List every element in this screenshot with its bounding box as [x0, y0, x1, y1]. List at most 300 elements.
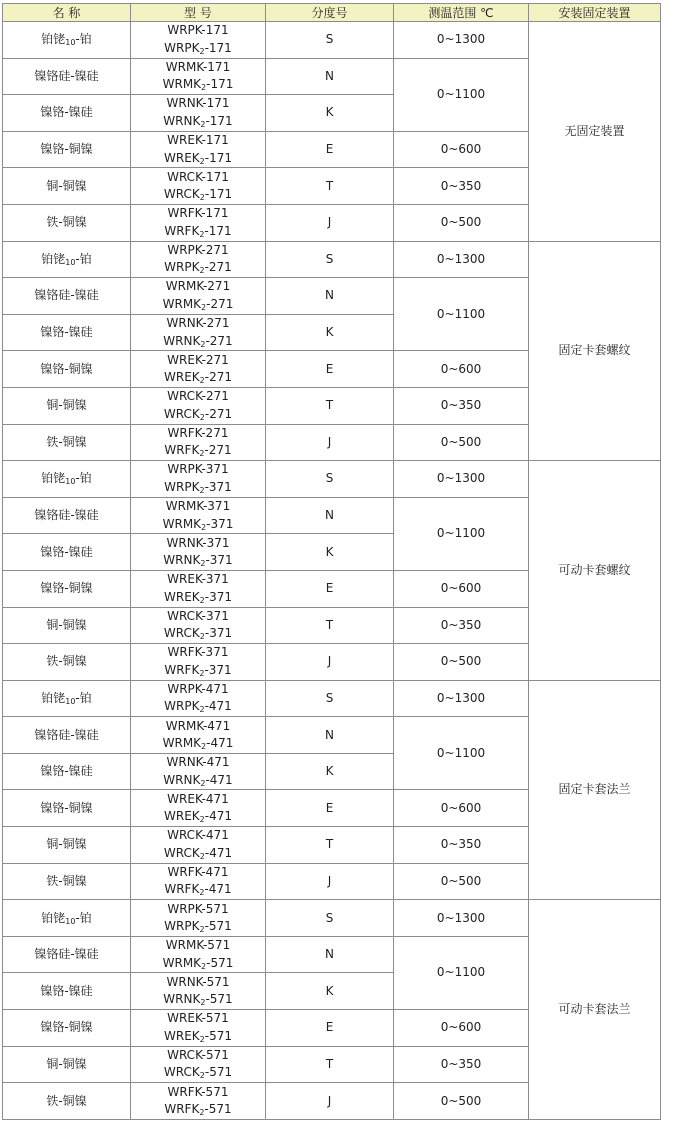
model-single: WREK-171: [167, 133, 229, 148]
model-single: WRCK-371: [167, 608, 229, 623]
model-single: WRMK-571: [165, 938, 231, 953]
temp-range-cell: 0~1100: [394, 58, 529, 131]
model-subscript: 2: [199, 888, 205, 898]
name-subscript: 10: [65, 477, 76, 487]
table-row: [3, 900, 661, 937]
model-prefix: WRNK: [163, 113, 201, 128]
model-double: [131, 259, 265, 277]
model-cell: [131, 387, 266, 424]
model-subscript: 2: [199, 851, 205, 861]
model-cell: [131, 900, 266, 937]
model-cell: [131, 497, 266, 534]
thermocouple-name-cell: [3, 790, 131, 827]
model-subscript: 2: [201, 302, 207, 312]
temp-range-cell: 0~600: [394, 351, 529, 388]
mounting-cell: 固定卡套法兰: [529, 680, 661, 900]
temp-range-cell: 0~600: [394, 790, 529, 827]
model-single: WRPK-371: [167, 462, 229, 477]
graduation-cell: N: [266, 497, 394, 534]
graduation-cell: K: [266, 534, 394, 571]
temp-range-cell: 0~350: [394, 827, 529, 864]
header-graduation: 分度号: [266, 4, 394, 22]
thermocouple-name-cell: [3, 1083, 131, 1120]
model-suffix: -371: [205, 553, 233, 568]
model-single: WRPK-571: [167, 901, 229, 916]
model-single: WRCK-271: [167, 389, 229, 404]
model-cell: [131, 790, 266, 827]
name-text: 铂铑: [41, 471, 66, 486]
graduation-cell: K: [266, 314, 394, 351]
temp-range-cell: 0~1100: [394, 497, 529, 570]
thermocouple-name-cell: [3, 680, 131, 717]
model-subscript: 2: [199, 595, 205, 605]
model-single: WRMK-371: [165, 499, 231, 514]
temp-range-cell: 0~350: [394, 607, 529, 644]
model-single: WRFK-271: [167, 425, 229, 440]
graduation-cell: N: [266, 278, 394, 315]
model-suffix: -171: [204, 40, 232, 55]
name-text: 镍铬-铜镍: [40, 581, 93, 596]
name-text: 镍铬-铜镍: [40, 1020, 93, 1035]
model-subscript: 2: [199, 1071, 205, 1081]
model-cell: [131, 95, 266, 132]
temp-range-cell: 0~350: [394, 1046, 529, 1083]
model-subscript: 2: [199, 156, 205, 166]
name-text: 镍铬-镍硅: [40, 544, 93, 559]
thermocouple-name-cell: [3, 424, 131, 461]
name-text: 铜-铜镍: [46, 178, 87, 193]
name-text: 铁-铜镍: [46, 434, 87, 449]
temp-range-cell: 0~1100: [394, 717, 529, 790]
model-subscript: 2: [199, 193, 205, 203]
temp-range-cell: 0~350: [394, 168, 529, 205]
model-prefix: WRCK: [163, 1065, 200, 1080]
graduation-cell: E: [266, 351, 394, 388]
graduation-cell: J: [266, 204, 394, 241]
model-subscript: 2: [199, 1034, 205, 1044]
model-cell: [131, 607, 266, 644]
name-text: 镍铬硅-镍硅: [34, 727, 99, 742]
thermocouple-name-cell: [3, 753, 131, 790]
model-prefix: WRMK: [162, 296, 202, 311]
model-double: [131, 516, 265, 534]
model-prefix: WRPK: [164, 40, 200, 55]
model-double: [131, 76, 265, 94]
thermocouple-name-cell: [3, 900, 131, 937]
model-cell: [131, 351, 266, 388]
model-double: [131, 918, 265, 936]
thermocouple-name-cell: [3, 387, 131, 424]
model-subscript: 2: [199, 925, 205, 935]
name-text: 镍铬-铜镍: [40, 142, 93, 157]
thermocouple-name-cell: [3, 936, 131, 973]
graduation-cell: T: [266, 1046, 394, 1083]
name-subscript: 10: [65, 696, 76, 706]
thermocouple-name-cell: [3, 827, 131, 864]
graduation-cell: S: [266, 461, 394, 498]
model-prefix: WRFK: [164, 1102, 200, 1117]
model-double: [131, 552, 265, 570]
thermocouple-name-cell: [3, 22, 131, 59]
name-text: 镍铬-铜镍: [40, 800, 93, 815]
model-double: [131, 1101, 265, 1119]
model-single: WREK-471: [167, 791, 229, 806]
model-prefix: WRFK: [164, 882, 200, 897]
model-cell: [131, 717, 266, 754]
graduation-cell: N: [266, 58, 394, 95]
model-subscript: 2: [201, 742, 207, 752]
model-single: WRCK-571: [167, 1047, 229, 1062]
model-prefix: WRMK: [162, 955, 202, 970]
thermocouple-name-cell: [3, 1046, 131, 1083]
name-text: 铂铑: [41, 690, 66, 705]
temp-range-cell: 0~500: [394, 424, 529, 461]
model-suffix: -271: [204, 370, 232, 385]
model-cell: [131, 424, 266, 461]
model-suffix: -271: [205, 333, 233, 348]
model-double: [131, 296, 265, 314]
model-cell: [131, 753, 266, 790]
name-text: 镍铬硅-镍硅: [34, 68, 99, 83]
model-prefix: WRPK: [164, 479, 200, 494]
model-cell: [131, 58, 266, 95]
model-single: WRFK-171: [167, 206, 229, 221]
graduation-cell: J: [266, 644, 394, 681]
model-prefix: WRFK: [164, 223, 200, 238]
graduation-cell: S: [266, 22, 394, 59]
model-double: [131, 991, 265, 1009]
name-text: 铁-铜镍: [46, 873, 87, 888]
model-double: [131, 1028, 265, 1046]
model-single: WRMK-471: [165, 718, 231, 733]
graduation-cell: K: [266, 753, 394, 790]
model-prefix: WRNK: [163, 992, 201, 1007]
name-subscript: 10: [65, 257, 76, 267]
name-text: 镍铬硅-镍硅: [34, 947, 99, 962]
model-cell: [131, 314, 266, 351]
graduation-cell: K: [266, 95, 394, 132]
model-subscript: 2: [199, 815, 205, 825]
model-single: WRMK-271: [165, 279, 231, 294]
graduation-cell: N: [266, 717, 394, 754]
model-single: WRCK-471: [167, 828, 229, 843]
temp-range-cell: 0~1300: [394, 461, 529, 498]
model-subscript: 2: [200, 778, 206, 788]
mounting-cell: 可动卡套螺纹: [529, 461, 661, 681]
name-suffix: -铂: [75, 32, 92, 47]
model-double: [131, 845, 265, 863]
name-suffix: -铂: [75, 471, 92, 486]
model-subscript: 2: [201, 522, 207, 532]
thermocouple-name-cell: [3, 278, 131, 315]
model-suffix: -571: [204, 919, 232, 934]
header-temp-range: 测温范围 ℃: [394, 4, 529, 22]
model-single: WRFK-571: [167, 1084, 229, 1099]
model-single: WRMK-171: [165, 59, 231, 74]
name-text: 铁-铜镍: [46, 1093, 87, 1108]
thermocouple-name-cell: [3, 314, 131, 351]
graduation-cell: T: [266, 827, 394, 864]
name-subscript: 10: [65, 38, 76, 48]
model-prefix: WREK: [164, 150, 200, 165]
model-suffix: -471: [204, 699, 232, 714]
model-double: [131, 223, 265, 241]
thermocouple-name-cell: [3, 131, 131, 168]
model-prefix: WREK: [164, 809, 200, 824]
model-prefix: WRCK: [163, 406, 200, 421]
model-suffix: -471: [204, 845, 233, 860]
model-subscript: 2: [199, 376, 205, 386]
name-text: 镍铬-镍硅: [40, 325, 93, 340]
model-suffix: -371: [204, 479, 232, 494]
model-single: WREK-571: [167, 1011, 229, 1026]
model-cell: [131, 278, 266, 315]
temp-range-cell: 0~500: [394, 1083, 529, 1120]
model-prefix: WREK: [164, 370, 200, 385]
name-text: 镍铬-镍硅: [40, 983, 93, 998]
graduation-cell: S: [266, 900, 394, 937]
model-cell: [131, 863, 266, 900]
temp-range-cell: 0~600: [394, 570, 529, 607]
thermocouple-name-cell: [3, 607, 131, 644]
model-single: WRFK-471: [167, 864, 229, 879]
model-cell: [131, 241, 266, 278]
model-prefix: WRNK: [163, 772, 201, 787]
temp-range-cell: 0~600: [394, 131, 529, 168]
model-suffix: -171: [206, 77, 234, 92]
model-cell: [131, 534, 266, 571]
model-single: WRNK-371: [166, 535, 230, 550]
model-suffix: -171: [204, 150, 232, 165]
model-prefix: WRCK: [163, 187, 200, 202]
model-single: WREK-371: [167, 572, 229, 587]
model-subscript: 2: [199, 46, 205, 56]
model-suffix: -471: [205, 772, 233, 787]
name-text: 镍铬-铜镍: [40, 361, 93, 376]
model-prefix: WRMK: [162, 516, 202, 531]
thermocouple-name-cell: [3, 534, 131, 571]
name-text: 铜-铜镍: [46, 1056, 87, 1071]
model-cell: [131, 204, 266, 241]
model-suffix: -171: [204, 223, 232, 238]
thermocouple-spec-table: [2, 3, 661, 1120]
graduation-cell: E: [266, 570, 394, 607]
temp-range-cell: 0~500: [394, 644, 529, 681]
name-text: 铜-铜镍: [46, 617, 87, 632]
model-double: [131, 333, 265, 351]
model-prefix: WRNK: [163, 553, 201, 568]
model-prefix: WRPK: [164, 260, 200, 275]
table-row: [3, 461, 661, 498]
thermocouple-name-cell: [3, 644, 131, 681]
graduation-cell: E: [266, 790, 394, 827]
model-prefix: WRPK: [164, 699, 200, 714]
thermocouple-name-cell: [3, 241, 131, 278]
name-text: 铂铑: [41, 910, 66, 925]
table-row: [3, 680, 661, 717]
model-cell: [131, 168, 266, 205]
graduation-cell: K: [266, 973, 394, 1010]
model-double: [131, 955, 265, 973]
model-double: [131, 406, 265, 424]
model-cell: [131, 570, 266, 607]
model-suffix: -471: [204, 882, 232, 897]
temp-range-cell: 0~1300: [394, 22, 529, 59]
header-row: [3, 4, 661, 22]
model-suffix: -271: [204, 443, 232, 458]
model-subscript: 2: [200, 998, 206, 1008]
model-single: WRNK-171: [166, 96, 230, 111]
model-subscript: 2: [199, 412, 205, 422]
model-single: WRNK-571: [166, 974, 230, 989]
model-subscript: 2: [201, 83, 207, 93]
model-single: WRPK-171: [167, 23, 229, 38]
temp-range-cell: 0~600: [394, 1010, 529, 1047]
model-cell: [131, 827, 266, 864]
model-suffix: -271: [206, 296, 234, 311]
graduation-cell: S: [266, 680, 394, 717]
graduation-cell: T: [266, 387, 394, 424]
name-text: 镍铬-镍硅: [40, 764, 93, 779]
model-prefix: WRPK: [164, 919, 200, 934]
model-suffix: -571: [204, 1065, 233, 1080]
model-suffix: -271: [204, 406, 233, 421]
model-single: WRFK-371: [167, 645, 229, 660]
model-subscript: 2: [199, 449, 205, 459]
model-suffix: -371: [204, 589, 232, 604]
model-double: [131, 808, 265, 826]
name-text: 铁-铜镍: [46, 215, 87, 230]
model-cell: [131, 461, 266, 498]
model-cell: [131, 131, 266, 168]
model-prefix: WRMK: [162, 77, 202, 92]
model-prefix: WRFK: [164, 443, 200, 458]
model-subscript: 2: [199, 229, 205, 239]
model-suffix: -371: [204, 662, 232, 677]
model-cell: [131, 1083, 266, 1120]
model-double: [131, 698, 265, 716]
model-suffix: -571: [204, 1028, 232, 1043]
graduation-cell: E: [266, 1010, 394, 1047]
model-prefix: WREK: [164, 589, 200, 604]
model-double: [131, 479, 265, 497]
model-cell: [131, 644, 266, 681]
model-suffix: -171: [204, 187, 233, 202]
model-double: [131, 186, 265, 204]
thermocouple-name-cell: [3, 497, 131, 534]
name-text: 铜-铜镍: [46, 837, 87, 852]
model-suffix: -571: [205, 992, 233, 1007]
model-subscript: 2: [200, 119, 206, 129]
model-cell: [131, 22, 266, 59]
model-prefix: WRFK: [164, 662, 200, 677]
model-subscript: 2: [199, 266, 205, 276]
temp-range-cell: 0~350: [394, 387, 529, 424]
graduation-cell: J: [266, 1083, 394, 1120]
model-prefix: WRCK: [163, 626, 200, 641]
model-single: WRPK-271: [167, 242, 229, 257]
thermocouple-name-cell: [3, 58, 131, 95]
thermocouple-name-cell: [3, 351, 131, 388]
graduation-cell: E: [266, 131, 394, 168]
model-double: [131, 1064, 265, 1082]
model-single: WRCK-171: [167, 169, 229, 184]
temp-range-cell: 0~500: [394, 863, 529, 900]
model-cell: [131, 680, 266, 717]
mounting-cell: 可动卡套法兰: [529, 900, 661, 1120]
model-subscript: 2: [201, 961, 207, 971]
temp-range-cell: 0~1300: [394, 680, 529, 717]
model-double: [131, 150, 265, 168]
model-single: WRNK-471: [166, 755, 230, 770]
model-double: [131, 772, 265, 790]
header-mounting: 安装固定装置: [529, 4, 661, 22]
thermocouple-name-cell: [3, 863, 131, 900]
model-subscript: 2: [199, 632, 205, 642]
model-double: [131, 735, 265, 753]
model-suffix: -171: [205, 113, 233, 128]
model-subscript: 2: [199, 1108, 205, 1118]
thermocouple-name-cell: [3, 204, 131, 241]
model-single: WREK-271: [167, 352, 229, 367]
model-suffix: -571: [204, 1102, 232, 1117]
model-prefix: WRNK: [163, 333, 201, 348]
header-model: 型 号: [131, 4, 266, 22]
model-suffix: -271: [204, 260, 232, 275]
name-text: 镍铬硅-镍硅: [34, 508, 99, 523]
table-row: [3, 22, 661, 59]
model-double: [131, 625, 265, 643]
name-text: 铜-铜镍: [46, 398, 87, 413]
name-suffix: -铂: [75, 251, 92, 266]
model-subscript: 2: [199, 485, 205, 495]
model-double: [131, 881, 265, 899]
name-text: 镍铬硅-镍硅: [34, 288, 99, 303]
thermocouple-name-cell: [3, 168, 131, 205]
temp-range-cell: 0~1300: [394, 241, 529, 278]
model-double: [131, 113, 265, 131]
model-double: [131, 40, 265, 58]
thermocouple-name-cell: [3, 973, 131, 1010]
name-text: 铂铑: [41, 32, 66, 47]
name-text: 镍铬-镍硅: [40, 105, 93, 120]
model-suffix: -371: [206, 516, 234, 531]
thermocouple-name-cell: [3, 461, 131, 498]
name-text: 铁-铜镍: [46, 654, 87, 669]
model-cell: [131, 1046, 266, 1083]
model-prefix: WREK: [164, 1028, 200, 1043]
name-suffix: -铂: [75, 690, 92, 705]
model-double: [131, 589, 265, 607]
name-text: 铂铑: [41, 251, 66, 266]
model-double: [131, 442, 265, 460]
model-single: WRNK-271: [166, 316, 230, 331]
model-suffix: -471: [206, 736, 234, 751]
model-double: [131, 369, 265, 387]
graduation-cell: S: [266, 241, 394, 278]
graduation-cell: J: [266, 424, 394, 461]
model-cell: [131, 936, 266, 973]
model-single: WRPK-471: [167, 681, 229, 696]
model-cell: [131, 973, 266, 1010]
name-subscript: 10: [65, 916, 76, 926]
model-subscript: 2: [200, 559, 206, 569]
temp-range-cell: 0~1300: [394, 900, 529, 937]
mounting-cell: 无固定装置: [529, 22, 661, 242]
header-name: 名 称: [3, 4, 131, 22]
graduation-cell: T: [266, 607, 394, 644]
model-subscript: 2: [199, 705, 205, 715]
